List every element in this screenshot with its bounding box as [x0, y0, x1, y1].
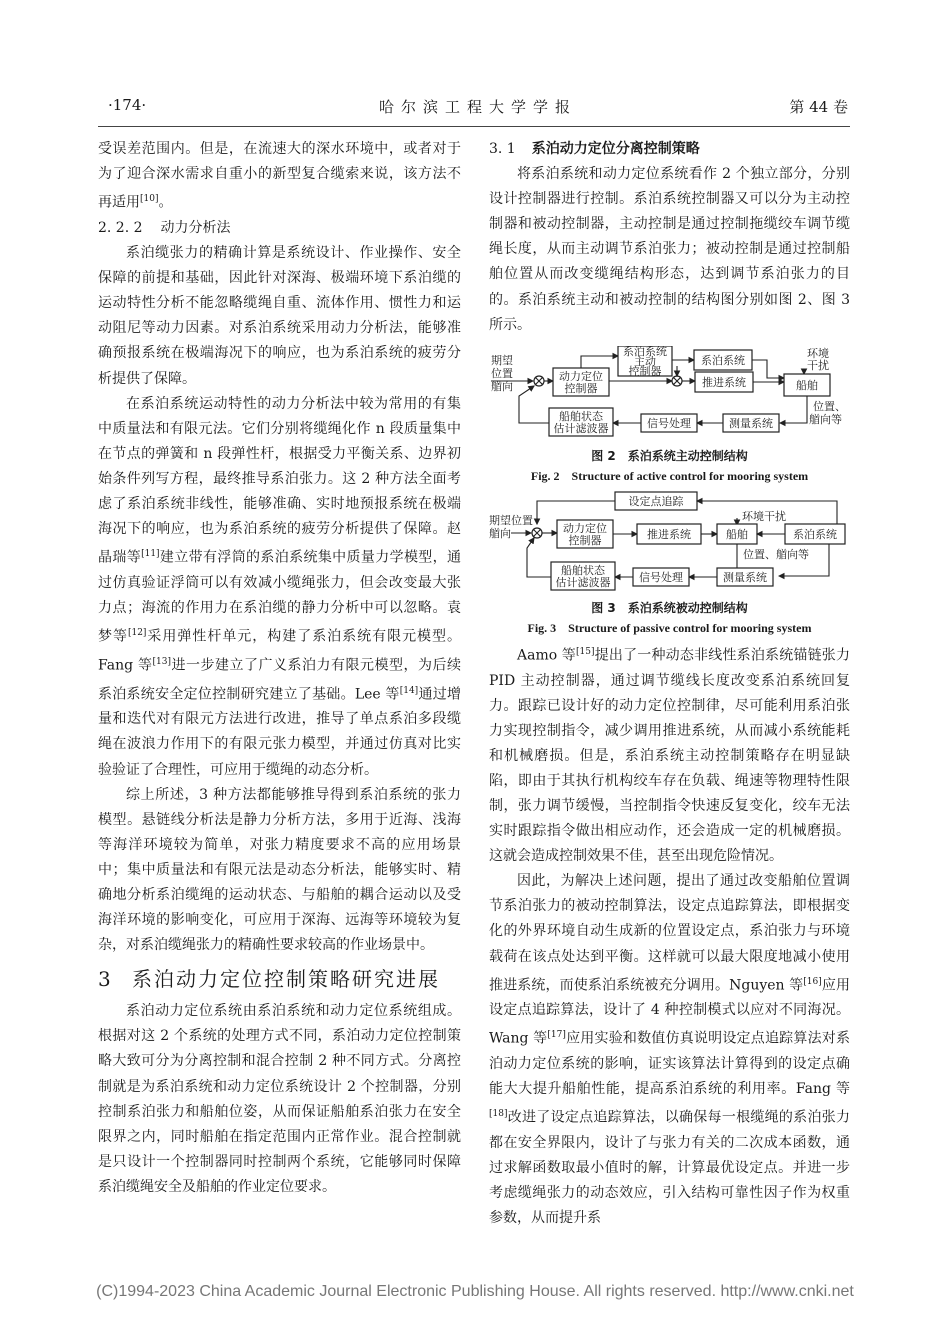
paragraph: 系泊缆张力的精确计算是系统设计、作业操作、安全保障的前提和基础，因此针对深海、极端环境下系泊缆的运动特性分析不能忽略缆绳自重、流体作用、惯性力和运动阻尼等动力因素。对系泊系统采用动力分析法，能够准确预报系统在极端海况下的响应，也为系泊系统的疲劳分析提供了保障。 [98, 245, 461, 387]
right-column [489, 137, 850, 1232]
citation[interactable]: [18] [489, 1109, 508, 1120]
svg-text:估计滤波器: 估计滤波器 [555, 575, 611, 589]
paragraph: 在系泊系统运动特性的动力分析法中较为常用的有集中质量法和有限元法。它们分别将缆绳化作 n 段质量集中在节点的弹簧和 n 段弹性杆，根据受力平衡关系、边界初始条件列写方程，最终推导系泊张力。这 2 种方法全面考虑了系泊系统非线性，能够准确、实时地预报系统在极端海况下的响应，也为系泊系统的疲劳分析提供了保障。赵晶瑞等[11]建立带有浮筒的系泊系统集中质量力学模型，通过仿真验证浮筒可以有效减小缆绳张力，但会改变最大张力点；海流的作用力在系泊缆的静力分析中可以忽略。袁梦等[12]采用弹性杆单元，构建了系泊系统有限元模型。Fang 等[13]进一步建立了广义系泊力有限元模型，为后续系泊系统安全定位控制研究建立了基础。Lee 等[14]通过增量和迭代对有限元方法进行改进，推导了单点系泊多段缆绳在波浪力作用下的有限元张力模型，并通过仿真对比实验验证了合理性，可应用于缆绳的动态分析。 [98, 395, 462, 778]
svg-text:动力定位: 动力定位 [563, 521, 607, 535]
section-heading-3: 3 系泊动力定位控制策略研究进展 [98, 967, 440, 992]
svg-text:信号处理: 信号处理 [639, 570, 683, 584]
paragraph: 因此，为解决上述问题，提出了通过改变船舶位置调节系泊张力的被动控制算法，设定点追踪算法，即根据变化的外界环境自动生成新的位置设定点，系泊张力与环境载荷在该点处达到平衡。这样就可以最大限度地减小使用推进系统，而使系泊系统被充分调用。Nguyen 等[16]应用设定点追踪算法，设计了 4 种控制模式以应对不同海况。Wang 等[17]应用实验和数值仿真说明设定点追踪算法对系泊动力定位系统的影响，证实该算法计算得到的设定点确能大大提升船舶性能，提高系泊系统的利用率。Fang 等[18]改进了设定点追踪算法，以确保每一根缆绳的系泊张力都在安全界限内，设计了与张力有关的二次成本函数，通过求解函数取最小值时的解，计算最优设定点。并进一步考虑缆绳张力的动态效应，引入结构可靠性因子作为权重参数，从而提升系 [489, 873, 851, 1227]
svg-text:艏向: 艏向 [491, 379, 513, 393]
svg-text:推进系统: 推进系统 [702, 375, 746, 389]
svg-text:估计滤波器: 估计滤波器 [553, 421, 609, 435]
figure-2 [489, 346, 850, 486]
citation[interactable]: [16] [803, 976, 822, 987]
citation[interactable]: [15] [576, 646, 595, 657]
citation[interactable]: [10] [140, 194, 159, 205]
svg-text:艏向: 艏向 [489, 526, 511, 540]
svg-text:推进系统: 推进系统 [647, 527, 691, 541]
svg-text:测量系统: 测量系统 [723, 570, 767, 584]
svg-text:位置、艏向等: 位置、艏向等 [743, 547, 809, 561]
passive-control-diagram [489, 490, 850, 592]
svg-text:系泊系统: 系泊系统 [793, 527, 837, 541]
svg-text:控制器: 控制器 [564, 381, 598, 395]
svg-text:环境干扰: 环境干扰 [742, 509, 786, 523]
figure-3 [489, 490, 850, 638]
svg-text:控制器: 控制器 [628, 364, 662, 378]
figure-3-caption-cn: 图 3 系泊系统被动控制结构 [591, 600, 748, 615]
page-number: ·174· [108, 96, 147, 114]
svg-text:干扰: 干扰 [807, 358, 829, 372]
desired-label: 期望 [491, 353, 513, 367]
svg-text:测量系统: 测量系统 [729, 416, 773, 430]
paragraph: 将系泊系统和动力定位系统看作 2 个独立部分，分别设计控制器进行控制。系泊系统控制器又可以分为主动控制器和被动控制器，主动控制是通过控制拖缆绞车调节缆绳长度，从而主动调节系泊张力；被动控制是通过控制船舶位置从而改变缆绳结构形态，达到调节系泊张力的目的。系泊系统主动和被动控制的结构图分别如图 2、图 3 所示。 [489, 166, 850, 333]
svg-text:艏向等: 艏向等 [809, 412, 842, 426]
section-heading-2-2-2: 2. 2. 2 动力分析法 [98, 219, 231, 236]
paragraph: 系泊动力定位系统由系泊系统和动力定位系统组成。根据对这 2 个系统的处理方式不同，系泊动力定位控制策略大致可分为分离控制和混合控制 2 种不同方式。分离控制就是为系泊系统和动力定位系统设计 2 个控制器，分别控制系泊张力和船舶位姿，从而保证船舶系泊张力在安全限界之内，同时船舶在指定范围内正常作业。混合控制就是只设计一个控制器同时控制两个系统，它能够同时保障系泊缆绳安全及船舶的作业定位要求。 [98, 1003, 461, 1195]
left-column [98, 137, 461, 1200]
citation[interactable]: [12] [127, 628, 147, 639]
citation[interactable]: [13] [152, 656, 172, 667]
paragraph: 综上所述，3 种方法都能够推导得到系泊系统的张力模型。悬链线分析法是静力分析方法，多用于近海、浅海等海洋环境较为简单，对张力精度要求不高的应用场景中；集中质量法和有限元法是动态分析法，能够实时、精确地分析系泊缆绳的运动状态、与船舶的耦合运动以及受海洋环境的影响变化，可应用于深海、远海等环境较为复杂，对系泊缆绳张力的精确性要求较高的作业场景中。 [98, 786, 461, 954]
svg-text:位置、: 位置、 [813, 399, 846, 413]
copyright-footer: (C)1994-2023 China Academic Journal Electronic Publishing House. All rights reserved. http://www.cnki.net [96, 1283, 854, 1300]
svg-text:控制器: 控制器 [568, 533, 602, 547]
svg-text:期望位置: 期望位置 [489, 513, 533, 527]
section-heading-3-1: 3. 1 系泊动力定位分离控制策略 [489, 141, 700, 157]
svg-text:船舶状态: 船舶状态 [561, 563, 605, 577]
active-control-diagram [489, 346, 850, 438]
figure-2-caption-en: Fig. 2 Structure of active control for mooring system [530, 468, 809, 483]
journal-name: 哈尔滨工程大学学报 [378, 98, 577, 116]
svg-text:位置: 位置 [491, 366, 513, 380]
svg-text:船舶: 船舶 [796, 378, 818, 392]
svg-text:船舶状态: 船舶状态 [559, 409, 603, 423]
figure-3-caption-en: Fig. 3 Structure of passive control for mooring system [527, 620, 812, 635]
svg-text:环境: 环境 [807, 346, 829, 360]
citation[interactable]: [11] [141, 549, 160, 560]
svg-text:系泊系统: 系泊系统 [701, 353, 745, 367]
running-header [108, 96, 848, 120]
figure-2-caption-cn: 图 2 系泊系统主动控制结构 [591, 448, 748, 463]
svg-text:船舶: 船舶 [726, 527, 748, 541]
svg-text:主动: 主动 [634, 354, 656, 368]
volume-label: 第 44 卷 [789, 98, 848, 116]
paragraph: 受误差范围内。但是，在流速大的深水环境中，或者对于为了迎合深水需求自重小的新型复合缆索来说，该方法不再适用[10]。 [98, 141, 461, 211]
svg-text:设定点追踪: 设定点追踪 [628, 494, 684, 508]
svg-text:信号处理: 信号处理 [647, 416, 691, 430]
citation[interactable]: [14] [399, 685, 419, 696]
svg-text:系泊系统: 系泊系统 [623, 345, 667, 358]
header-rule [98, 126, 850, 127]
svg-text:动力定位: 动力定位 [559, 369, 603, 383]
paragraph: Aamo 等[15]提出了一种动态非线性系泊系统锚链张力 PID 主动控制器，通过调节缆线长度改变系泊系统回复力。跟踪已设计好的动力定位控制律，尽可能利用系泊张力实现控制指令，减少调用推进系统，从而减小系统能耗和机械磨损。但是，系泊系统主动控制策略存在明显缺陷，即由于其执行机构绞车存在负载、绳速等物理特性限制，张力调节缓慢，当控制指令快速反复变化，绞车无法实时跟踪指令做出相应动作，还会造成一定的机械磨损。这就会造成控制效果不佳，甚至出现危险情况。 [489, 646, 851, 865]
citation[interactable]: [17] [547, 1030, 566, 1041]
